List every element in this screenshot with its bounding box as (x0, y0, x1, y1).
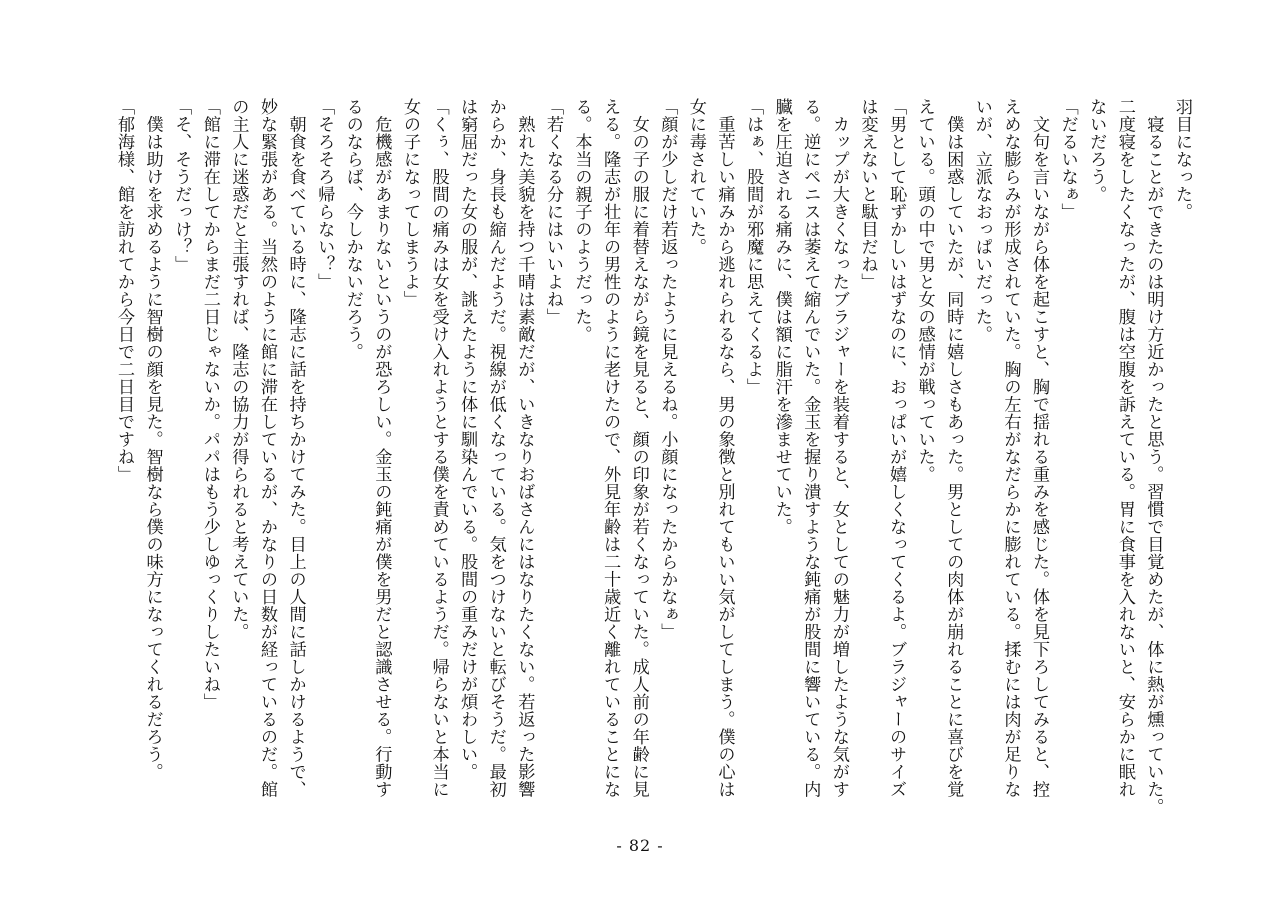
text-line: 女に毒されていた。 (685, 98, 706, 256)
text-line: 臓を圧迫される痛みに、僕は額に脂汗を滲ませていた。 (771, 98, 792, 536)
text-line: の主人に迷惑だと主張すれば、隆志の協力が得られると考えていた。 (228, 98, 249, 641)
text-line: 「若くなる分にはいいよね」 (542, 98, 563, 326)
text-line: えめな膨らみが形成されていた。胸の左右がなだらかに膨れている。揉むには肉が足りな (1000, 98, 1021, 798)
text-line: 熟れた美貌を持つ千晴は素敵だが、いきなりおばさんにはなりたくない。若返った影響 (514, 98, 535, 798)
text-line: る。本当の親子のようだった。 (571, 98, 592, 343)
text-line: 妙な緊張がある。当然のように館に滞在しているが、かなりの日数が経っているのだ。館 (257, 98, 277, 798)
text-line: えている。頭の中で男と女の感情が戦っていた。 (914, 98, 935, 483)
text-line: 僕は困惑していたが、同時に嬉しさもあった。男としての肉体が崩れることに喜びを覚 (943, 98, 964, 798)
text-line: 「だるいなぁ」 (1057, 98, 1078, 221)
text-line: 「顔が少しだけ若返ったように見えるね。小顔になったからかなぁ」 (657, 98, 678, 641)
text-line: ないだろう。 (1086, 98, 1107, 203)
text-line: 「そろそろ帰らない？」 (314, 98, 335, 291)
text-line: 「郁海様、館を訪れてから今日で二日目ですね」 (114, 98, 135, 483)
text-line: いが、立派なおっぱいだった。 (971, 98, 992, 343)
text-line: は窮屈だった女の服が、誂えたように体に馴染んでいる。股間の重みだけが煩わしい。 (457, 98, 478, 781)
text-line: 「そ、そうだっけ？」 (171, 98, 192, 273)
text-line: からか、身長も縮んだようだ。視線が低くなっている。気をつけないと転びそうだ。最初 (485, 98, 506, 798)
text-line: る。逆にペニスは萎えて縮んでいた。金玉を握り潰すような鈍痛が股間に響いている。内 (800, 98, 821, 798)
text-line: 「はぁ、股間が邪魔に思えてくるよ」 (743, 98, 764, 396)
text-line: 羽目になった。 (1172, 98, 1192, 221)
text-line: 「くぅ、股間の痛みは女を受け入れようとする僕を責めているようだ。帰らないと本当に (428, 98, 449, 798)
text-line: 重苦しい痛みから逃れられるなら、男の象徴と別れてもいい気がしてしまう。僕の心は (714, 98, 735, 798)
text-line: 「男として恥ずかしいはずなのに、おっぱいが嬉しくなってくるよ。ブラジャーのサイズ (886, 98, 907, 798)
text-line: える。隆志が壮年の男性のように老けたので、外見年齢は二十歳近く離れていることにな (600, 98, 621, 798)
text-line: 危機感があまりないというのが恐ろしい。金玉の鈍痛が僕を男だと認識させる。行動す (371, 98, 392, 798)
text-line: 僕は助けを求めるように智樹の顔を見た。智樹なら僕の味方になってくれるだろう。 (142, 98, 163, 781)
text-line: 文句を言いながら体を起こすと、胸で揺れる重みを感じた。体を見下ろしてみると、控 (1029, 98, 1050, 798)
text-line: 女の子の服に着替えながら鏡を見ると、顔の印象が若くなっていた。成人前の年齢に見 (628, 98, 649, 798)
text-line: 二度寝をしたくなったが、腹は空腹を訴えている。胃に食事を入れないと、安らかに眠れ (1114, 98, 1135, 798)
text-line: は変えないと駄目だね」 (857, 98, 878, 291)
text-line: 朝食を食べている時に、隆志に話を持ちかけてみた。目上の人間に話しかけるようで、 (285, 98, 306, 798)
vertical-text-body (96, 98, 1196, 818)
text-line: 寝ることができたのは明け方近かったと思う。習慣で目覚めたが、体に熱が燻っていた。 (1143, 98, 1164, 816)
text-line: 「館に滞在してからまだ二日じゃないか。パパはもう少しゆっくりしたいね」 (199, 98, 220, 711)
page-number: - 82 - (616, 836, 664, 855)
text-line: るのならば、今しかないだろう。 (342, 98, 363, 361)
text-line: 女の子になってしまうよ」 (399, 98, 420, 308)
text-line: カップが大きくなったブラジャーを装着すると、女としての魅力が増したような気がす (828, 98, 849, 798)
